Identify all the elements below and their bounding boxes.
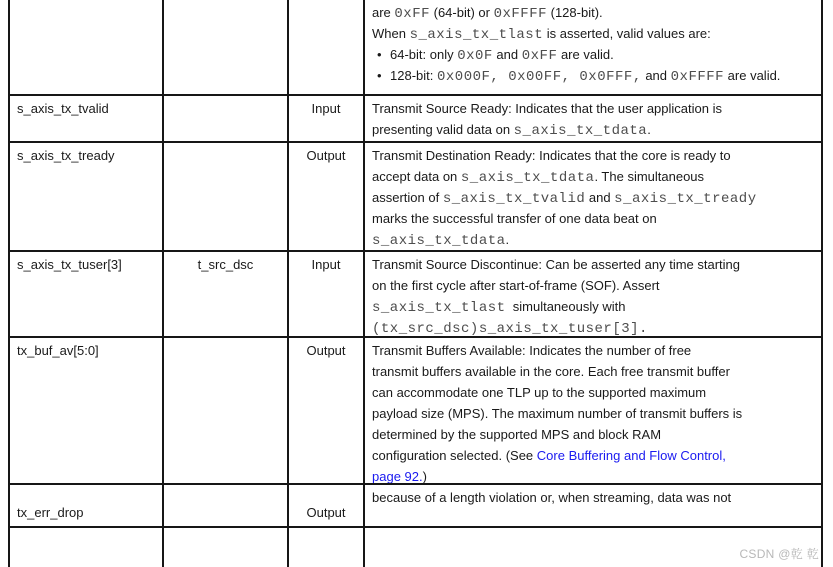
alias-cell: [164, 485, 289, 528]
text-segment: 128-bit:: [390, 68, 437, 83]
description-line: [372, 254, 819, 275]
description-line: [372, 2, 819, 23]
signal-code: 0x000F, 0x00FF, 0x0FFF,: [436, 69, 642, 85]
description-line: [372, 44, 819, 65]
description-line: [372, 275, 819, 296]
watermark: CSDN @乾 乾: [739, 547, 819, 561]
description-line: [372, 98, 819, 119]
description-line: [372, 445, 819, 466]
signal-cell: [10, 528, 164, 567]
description-cell: [365, 143, 823, 252]
text-segment: marks the successful transfer of one data beat on: [372, 211, 657, 226]
direction-cell: Output: [289, 143, 365, 252]
description-line: [372, 65, 819, 86]
signal-code: s_axis_tx_tready: [614, 191, 757, 207]
description-cell: [365, 485, 823, 528]
description-line: [372, 229, 819, 250]
alias-cell: [164, 96, 289, 143]
alias-cell: t_src_dsc: [164, 252, 289, 338]
text-segment: Transmit Buffers Available: Indicates the number of free: [372, 343, 692, 358]
signal-code: 0xFFFF: [670, 69, 725, 85]
description-line: [372, 119, 819, 140]
text-segment: presenting valid data on: [372, 122, 514, 137]
direction-cell: Output: [289, 338, 365, 485]
description-line: [372, 424, 819, 445]
direction-cell: Output: [289, 485, 365, 528]
alias-cell: [164, 143, 289, 252]
doc-link[interactable]: Core Buffering and Flow Control,: [536, 448, 726, 463]
description-cell: [365, 252, 823, 338]
text-segment: are valid.: [724, 68, 781, 83]
text-segment: transmit buffers available in the core. Each free transmit buffer: [372, 364, 730, 379]
text-segment: .: [647, 122, 651, 137]
text-segment: When: [372, 26, 410, 41]
signal-code: (tx_src_dsc)s_axis_tx_tuser[3].: [372, 321, 648, 337]
text-segment: are valid.: [557, 47, 614, 62]
description-line: [372, 23, 819, 44]
description-line: [372, 317, 819, 338]
alias-cell: [164, 338, 289, 485]
bullet-glyph: •: [377, 68, 382, 83]
alias-cell: [164, 528, 289, 567]
signal-cell: s_axis_tx_tuser[3]: [10, 252, 164, 338]
signal-code: 0xFFFF: [493, 6, 548, 22]
description-line: [372, 382, 819, 403]
description-line: [372, 403, 819, 424]
text-segment: and: [641, 68, 671, 83]
signal-cell: [10, 0, 164, 96]
text-segment: and: [585, 190, 615, 205]
text-segment: Transmit Destination Ready: Indicates that the core is ready to: [372, 148, 731, 163]
text-segment: assertion of: [372, 190, 443, 205]
text-segment: payload size (MPS). The maximum number of transmit buffers is: [372, 406, 743, 421]
text-segment: Transmit Source Discontinue: Can be asserted any time starting: [372, 257, 741, 272]
description-line: [372, 361, 819, 382]
description-cell: [365, 96, 823, 143]
text-segment: Transmit Source Ready: Indicates that the user application is: [372, 101, 722, 116]
text-segment: . The simultaneous: [594, 169, 705, 184]
text-segment: and: [492, 47, 522, 62]
signal-code: s_axis_tx_tlast: [409, 27, 544, 43]
description-line: [372, 187, 819, 208]
signal-code: s_axis_tx_tdata: [372, 233, 506, 249]
direction-cell: Input: [289, 252, 365, 338]
text-segment: because of a length violation or, when streaming, data was not: [372, 490, 732, 505]
bullet-glyph: •: [377, 47, 382, 62]
text-segment: .: [505, 232, 510, 247]
doc-link[interactable]: page 92.: [372, 469, 423, 484]
text-segment: is asserted, valid values are:: [543, 26, 711, 41]
signal-code: 0xFF: [394, 6, 431, 22]
direction-cell: [289, 0, 365, 96]
description-line: [372, 166, 819, 187]
signal-code: 0x0F: [457, 48, 493, 64]
text-segment: (128-bit).: [547, 5, 603, 20]
text-segment: (64-bit) or: [430, 5, 494, 20]
signal-description-table: [8, 0, 823, 567]
signal-code: 0xFF: [521, 48, 558, 64]
description-line: [372, 296, 819, 317]
description-cell: [365, 338, 823, 485]
direction-cell: Input: [289, 96, 365, 143]
signal-cell: tx_buf_av[5:0]: [10, 338, 164, 485]
signal-cell: s_axis_tx_tready: [10, 143, 164, 252]
direction-cell: [289, 528, 365, 567]
description-line: [372, 208, 819, 229]
text-segment: can accommodate one TLP up to the supported maximum: [372, 385, 707, 400]
text-segment: accept data on: [372, 169, 461, 184]
description-cell: [365, 0, 823, 96]
text-segment: configuration selected. (See: [372, 448, 537, 463]
signal-code: s_axis_tx_tlast: [372, 300, 506, 316]
signal-code: s_axis_tx_tdata: [513, 123, 648, 139]
alias-cell: [164, 0, 289, 96]
signal-code: s_axis_tx_tdata: [460, 170, 595, 186]
description-line: [372, 466, 819, 485]
text-segment: ): [422, 469, 427, 484]
signal-code: s_axis_tx_tvalid: [442, 191, 586, 207]
text-segment: on the first cycle after start-of-frame (SOF). Assert: [372, 278, 660, 293]
description-line: [372, 145, 819, 166]
text-segment: determined by the supported MPS and block RAM: [372, 427, 662, 442]
text-segment: 64-bit: only: [390, 47, 458, 62]
description-line: [372, 487, 819, 508]
text-segment: simultaneously with: [505, 299, 626, 314]
signal-cell: s_axis_tx_tvalid: [10, 96, 164, 143]
description-line: [372, 340, 819, 361]
text-segment: are: [372, 5, 395, 20]
signal-cell: tx_err_drop: [10, 485, 164, 528]
